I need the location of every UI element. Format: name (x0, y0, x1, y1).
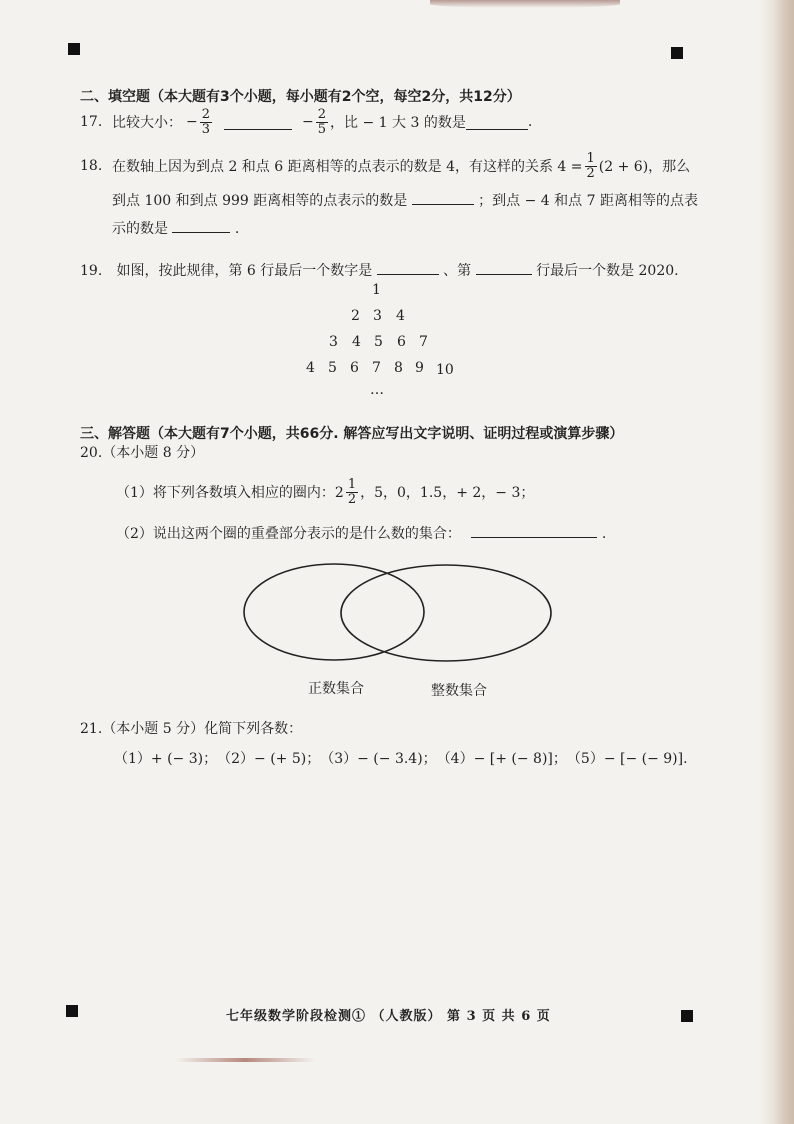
triangle-number: 3 (373, 308, 382, 324)
q21-item: （2）− (+ 5)； (217, 751, 321, 767)
triangle-number: 8 (394, 360, 403, 376)
question-21-header: 21.（本小题 5 分）化简下列各数： (80, 721, 303, 737)
question-18-line-1: 18. 在数轴上因为到点 2 和点 6 距离相等的点表示的数是 4，有这样的关系 4 = $\frac{1}{2}$ (2 + 6)，那么 (80, 150, 691, 181)
question-20-part-1: （1）将下列各数填入相应的圈内：2 $\frac{1}{2}$ ，5，0，1.5，+ 2，− 3； (116, 476, 535, 507)
triangle-number: 7 (372, 360, 381, 376)
triangle-number: 2 (351, 308, 360, 324)
triangle-number: 4 (306, 360, 315, 376)
scan-smudge-top (430, 0, 620, 8)
question-18-line-2: 到点 100 和到点 999 距离相等的点表示的数是 ；到点 − 4 和点 7 距离相等的点表 (112, 190, 698, 210)
q17-middle: ，比 − 1 大 3 的数是 (330, 115, 466, 131)
q20-fraction: $\frac{1}{2}$ (347, 476, 357, 507)
scan-smudge-bottom (175, 1058, 315, 1062)
q21-item: （1）+ (− 3)； (114, 751, 218, 767)
q18-blank-1[interactable] (412, 190, 474, 205)
triangle-ellipsis: … (370, 382, 384, 398)
triangle-number: 3 (329, 334, 338, 350)
triangle-number: 9 (415, 360, 424, 376)
q18-fraction: $\frac{1}{2}$ (586, 150, 595, 181)
page-edge-shadow (760, 0, 794, 1124)
triangle-number: 6 (350, 360, 359, 376)
q17-fraction-1: $\frac{2}{3}$ (201, 106, 211, 137)
question-18-line-3: 示的数是 . (112, 218, 239, 238)
registration-mark-bottom-right (681, 1010, 693, 1022)
q21-item: （3）− (− 3.4)； (320, 751, 437, 767)
venn-label-positive: 正数集合 (308, 681, 364, 697)
q17-blank-2[interactable] (466, 115, 528, 130)
q17-sign-2: − (302, 114, 314, 130)
section-2-title: 二、填空题（本大题有3个小题，每小题有2个空，每空2分，共12分） (80, 89, 521, 105)
positive-number-circle[interactable] (244, 564, 424, 660)
triangle-number: 6 (397, 334, 406, 350)
q19-blank-1[interactable] (377, 260, 439, 275)
question-number: 17. (80, 114, 103, 130)
question-17: 17. 比较大小： − $\frac{2}{3}$ − $\frac{2}{5}$ ，比 − 1 大 3 的数是 . (80, 106, 533, 137)
q21-item: （4）− [+ (− 8)]； (436, 751, 567, 767)
question-21-items (114, 748, 688, 768)
question-number: 19. (80, 263, 103, 279)
question-19: 19. 如图，按此规律，第 6 行最后一个数字是 、第 行最后一个数是 2020. (80, 260, 679, 280)
page-footer: 七年级数学阶段检测① （人教版） 第 3 页 共 6 页 (226, 1009, 551, 1024)
triangle-number: 10 (436, 362, 454, 378)
q21-item: （5）− [− (− 9)]. (566, 751, 688, 767)
question-number: 18. (80, 158, 103, 174)
venn-label-integer: 整数集合 (431, 683, 487, 699)
q18-blank-2[interactable] (172, 218, 230, 233)
section-3-title: 三、解答题（本大题有7个小题，共66分. 解答应写出文字说明、证明过程或演算步骤） (80, 426, 624, 442)
q17-fraction-2: $\frac{2}{5}$ (317, 106, 327, 137)
triangle-number: 7 (419, 334, 428, 350)
integer-circle[interactable] (341, 565, 551, 661)
triangle-number: 1 (372, 282, 381, 298)
triangle-number: 5 (328, 360, 337, 376)
q20-blank[interactable] (471, 523, 597, 538)
triangle-number: 4 (352, 334, 361, 350)
question-20-part-2: （2）说出这两个圈的重叠部分表示的是什么数的集合： . (116, 523, 606, 543)
venn-diagram (236, 560, 566, 670)
question-20-header: 20.（本小题 8 分） (80, 445, 205, 461)
triangle-number: 5 (374, 334, 383, 350)
q17-sign-1: − (186, 114, 198, 130)
q17-prefix: 比较大小： (112, 115, 182, 131)
registration-mark-top-left (68, 43, 80, 55)
triangle-number: 4 (396, 308, 405, 324)
q17-blank-1[interactable] (224, 115, 292, 130)
q19-blank-2[interactable] (476, 260, 532, 275)
registration-mark-bottom-left (66, 1005, 78, 1017)
registration-mark-top-right (671, 47, 683, 59)
